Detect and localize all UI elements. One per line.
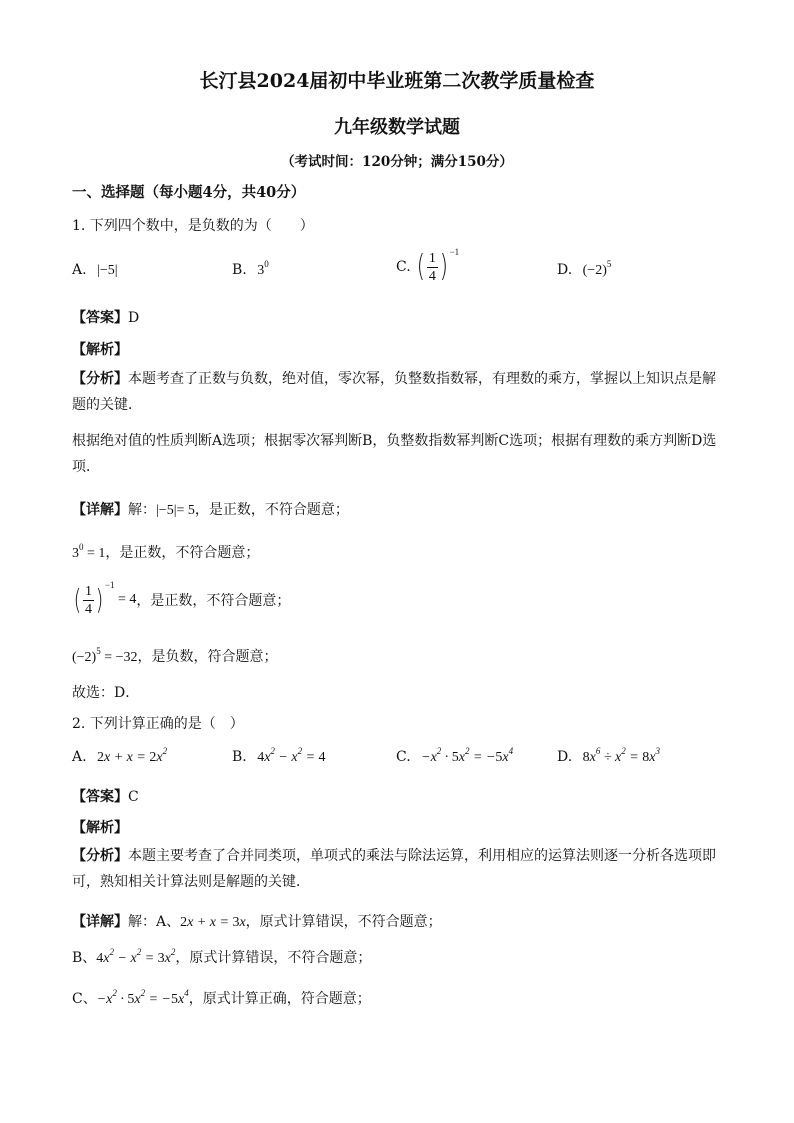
detail-text-b: ，原式计算错误，不符合题意； bbox=[175, 950, 372, 966]
q1-option-c: C. ( $\frac{1}{4}$ ) −1 bbox=[396, 247, 460, 284]
q1-answer bbox=[72, 307, 139, 327]
detail-tag: 【详解】 bbox=[72, 914, 128, 930]
detail-text-a: ，原式计算错误，不符合题意； bbox=[245, 914, 442, 930]
detail-expr-3: = 4 bbox=[114, 592, 137, 607]
q1-option-d bbox=[557, 259, 612, 279]
q2-option-b-expr: $4x^2 - x^2 = 4$ bbox=[257, 746, 326, 765]
q1-option-b bbox=[232, 259, 269, 279]
q1-analysis bbox=[72, 366, 722, 418]
section-heading: 一、选择题（每小题4分，共40分） bbox=[72, 184, 306, 201]
detail-expr-4: $(-2)^5 = -32$ bbox=[72, 646, 138, 665]
q2-detail-c bbox=[72, 988, 371, 1008]
analysis-text: 本题主要考查了合并同类项，单项式的乘法与除法运算，利用相应的运算法则逐一分析各选项即可，熟知相关计算法则是解题的关键． bbox=[72, 848, 716, 890]
q2-detail-a bbox=[72, 911, 442, 931]
q1-option-b-label: B. bbox=[232, 262, 247, 278]
q2-option-a bbox=[72, 746, 168, 766]
q1-option-d-label: D. bbox=[557, 262, 573, 278]
detail-tag: 【详解】 bbox=[72, 502, 128, 518]
q2-option-c bbox=[396, 746, 514, 766]
q1-option-c-label: C. bbox=[396, 259, 411, 275]
q2-option-c-expr: $-x^2 \cdot 5x^2 = -5x^4$ bbox=[421, 746, 514, 765]
detail-prefix-b: B、 bbox=[72, 950, 97, 966]
q1-conclusion: 故选：D． bbox=[72, 685, 140, 701]
detail-expr-a: 2x + x = 3x bbox=[180, 915, 246, 930]
q2-option-d bbox=[557, 746, 660, 766]
q2-answer bbox=[72, 786, 139, 806]
q1-detail-4 bbox=[72, 646, 278, 666]
q2-option-b bbox=[232, 746, 326, 766]
answer-label: 【答案】 bbox=[72, 789, 128, 805]
q1-option-b-expr: $3^0$ bbox=[257, 259, 269, 278]
answer-label: 【答案】 bbox=[72, 310, 128, 326]
page-subtitle: 九年级数学试题 bbox=[334, 117, 460, 138]
q2-option-b-label: B. bbox=[232, 749, 247, 765]
q2-option-a-expr: $2x + x = 2x^2$ bbox=[97, 746, 168, 765]
analysis-tag: 【分析】 bbox=[72, 848, 128, 864]
detail-expr-c: $-x^2 \cdot 5x^2 = -5x^4$ bbox=[96, 988, 189, 1007]
q2-analysis bbox=[72, 843, 722, 895]
detail-text-1: ，是正数，不符合题意； bbox=[194, 502, 349, 518]
analysis-tag: 【分析】 bbox=[72, 371, 128, 387]
q2-analysis-label: 【解析】 bbox=[72, 820, 128, 836]
answer-value: C bbox=[128, 789, 139, 805]
q1-detail-3: ( $\frac{1}{4}$ ) −1 = 4，是正数，不符合题意； bbox=[73, 580, 291, 617]
q1-option-c-frac: $\frac{1}{4}$ bbox=[428, 250, 436, 284]
q1-analysis-label: 【解析】 bbox=[72, 342, 128, 358]
detail-text-3: ，是正数，不符合题意； bbox=[136, 593, 291, 609]
q2-detail-b bbox=[72, 947, 371, 967]
q2-stem: 2. 下列计算正确的是（ ） bbox=[72, 716, 244, 732]
q1-option-a-label: A. bbox=[72, 262, 87, 278]
detail-expr-2: $3^0 = 1$ bbox=[72, 542, 106, 561]
answer-value: D bbox=[128, 310, 140, 326]
detail-text-2: ，是正数，不符合题意； bbox=[105, 545, 260, 561]
detail-expr-b: $4x^2 - x^2 = 3x^2$ bbox=[96, 947, 176, 966]
detail-text-c: ，原式计算正确，符合题意； bbox=[188, 991, 371, 1007]
q1-stem: 1. 下列四个数中，是负数的为（ ） bbox=[72, 218, 314, 234]
q1-detail-1 bbox=[72, 499, 349, 519]
q1-option-a bbox=[72, 262, 118, 279]
detail-prefix: 解： bbox=[128, 502, 156, 518]
q1-method: 根据绝对值的性质判断A选项；根据零次幂判断B，负整数指数幂判断C选项；根据有理数的乘方判断D选项． bbox=[72, 433, 717, 475]
exam-info: （考试时间：120分钟；满分150分） bbox=[281, 154, 513, 170]
q1-option-d-expr: $(-2)^5$ bbox=[582, 259, 612, 278]
detail-text-4: ，是负数，符合题意； bbox=[137, 649, 278, 665]
analysis-text: 本题考查了正数与负数，绝对值，零次幂，负整数指数幂，有理数的乘方，掌握以上知识点是解题的关键． bbox=[72, 371, 716, 413]
q1-option-a-expr: |−5| bbox=[97, 263, 118, 278]
detail-prefix: 解：A、 bbox=[128, 914, 181, 930]
q2-option-c-label: C. bbox=[396, 749, 411, 765]
q1-detail-2 bbox=[72, 542, 259, 562]
q2-option-d-expr: $8x^6 \div x^2 = 8x^3$ bbox=[582, 746, 660, 765]
q2-option-d-label: D. bbox=[557, 749, 573, 765]
detail-prefix-c: C、 bbox=[72, 991, 97, 1007]
detail-expr-1: |−5|= 5 bbox=[156, 503, 195, 518]
page-title: 长汀县2024届初中毕业班第二次教学质量检查 bbox=[199, 70, 595, 92]
q2-option-a-label: A. bbox=[72, 749, 87, 765]
